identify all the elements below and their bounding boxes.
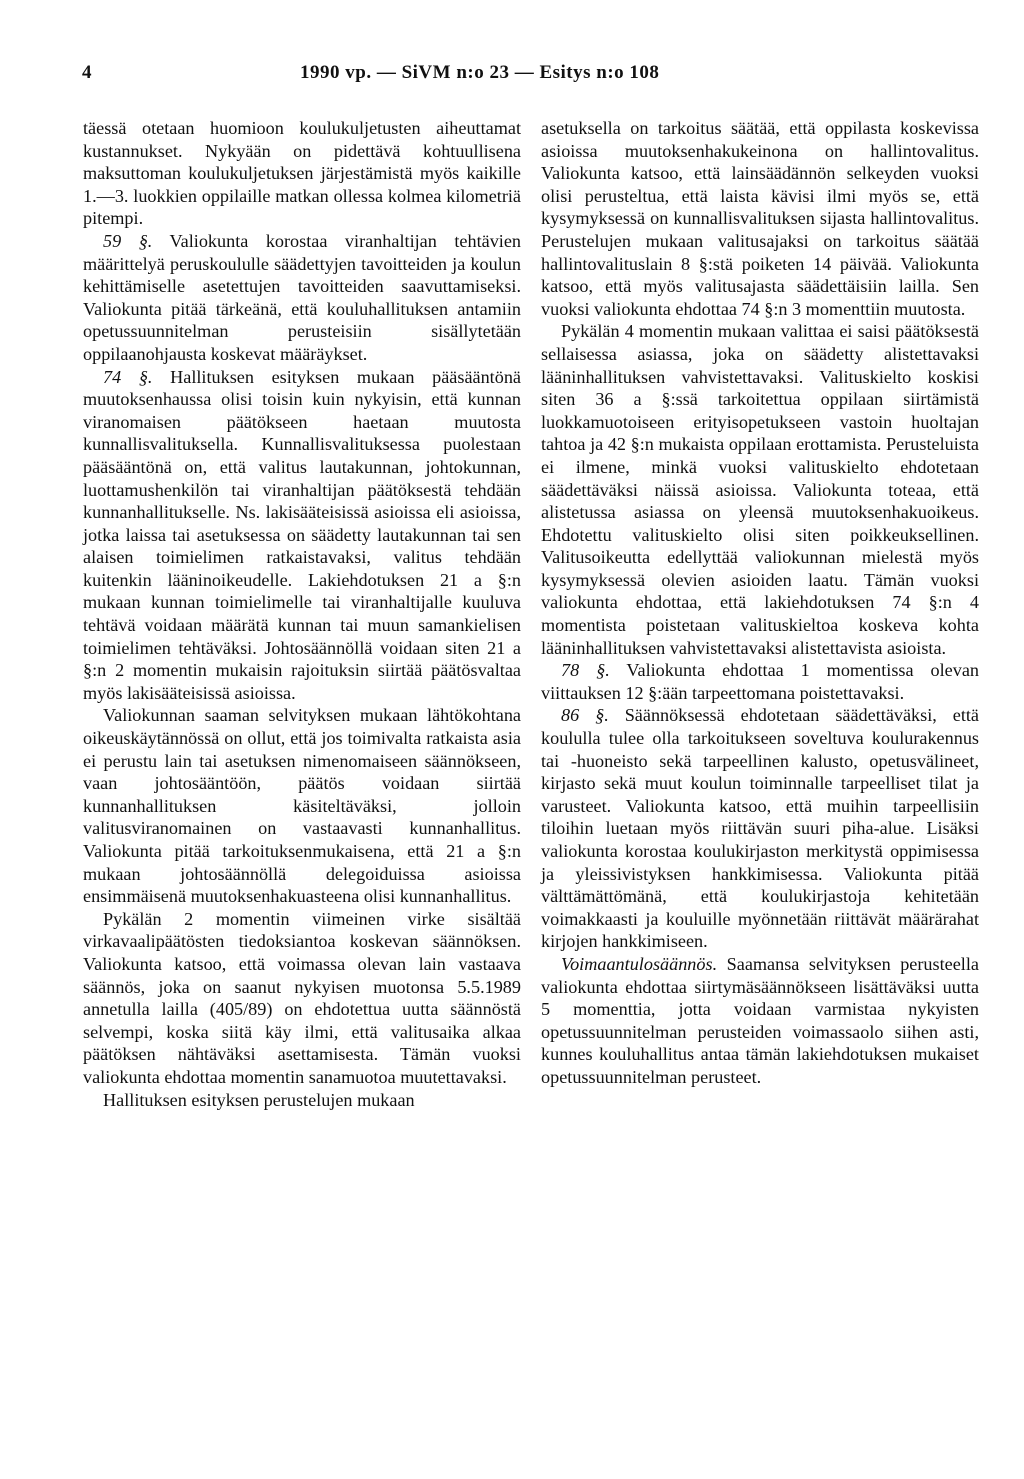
paragraph-text: Hallituksen esityksen mukaan pääsääntönä muutoksenhaussa olisi toisin kuin nykyisin, että kunnan viranomaisen päätökseen haetaan muutosta kunnallisvalituksella. Kunnallisvalituksessa puolestaan pääsääntönä on, että valitus lautakunnan, johtokunnan, luottamushenkilön tai viranhaltijan päätöksestä tehdään kunnanhallitukselle. Ns. lakisääteisissä asioissa eli asioissa, jotka laissa tai asetuksessa on säädetty lautakunnan tai sen alaisen toimielimen ratkaistavaksi, valitus tehdään kuitenkin lääninoikeudelle. Lakiehdotuksen 21 a §:n mukaan kunnan toimielimelle tai viranhaltijalle kuuluva tehtävä voidaan määrätä kunnan tai muun samankielisen toimielimen tehtäväksi. Johtosäännöllä voidaan siten 21 a §:n 2 momentin mukaisin rajoituksin siirtää päätösvaltaa myös lakisääteisissä asioissa.	[83, 366, 521, 703]
paragraph-text: Saamansa selvityksen perusteella valiokunta ehdottaa siirtymäsäännökseen lisättäväksi uutta 5 momenttia, jotta voidaan varmistaa nykyisten opetussuunnitelman perusteiden voimassaolo siihen asti, kunnes kouluhallitus antaa tämän lakiehdotuksen mukaiset opetussuunnitelman perusteet.	[541, 953, 979, 1087]
paragraph-text: Valiokunta ehdottaa 1 momentissa olevan viittauksen 12 §:ään tarpeettomana poistettavaksi.	[541, 660, 979, 703]
paragraph	[83, 908, 521, 1089]
paragraph	[541, 320, 979, 659]
paragraph-text: Valiokunta korostaa viranhaltijan tehtävien määrittelyä peruskoululle säädettyjen tavoitteiden ja koulun kehittämiselle asetettujen tavoitteiden saavuttamiseksi. Valiokunta pitää tärkeänä, että kouluhallituksen antamiin opetussuunnitelman perusteisiin sisällytetään oppilaanohjausta koskevat määräykset.	[83, 230, 522, 364]
right-column	[541, 117, 979, 1089]
paragraph-section-74	[83, 366, 521, 705]
paragraph-text: Pykälän 2 momentin viimeinen virke sisältää virkavaalipäätösten tiedoksiantoa koskevan säännöksen. Valiokunta katsoo, että voimassa olevan lain vastaava säännös, joka on saanut nykyisen muotonsa 5.5.1989 annetulla lailla (405/89) on ehdotettua uutta säännöstä selvempi, koska siitä käy ilmi, että valitusaika alkaa päätöksen nähtäväksi asettamisesta. Tämän vuoksi valiokunta ehdottaa momentin sanamuotoa muutettavaksi.	[83, 908, 521, 1087]
paragraph-text: Säännöksessä ehdotetaan säädettäväksi, että koululla tulee olla tarkoitukseen soveltuva koulurakennus tai -huoneisto sekä tarpeellinen kalusto, opetusvälineet, kirjasto sekä muut koulun toiminnalle tarpeelliset tilat ja varusteet. Valiokunta katsoo, että muihin tarpeellisiin tiloihin luetaan myös riittävän suuri piha-alue. Lisäksi valiokunta korostaa koulukirjaston merkitystä oppimisessa ja yleissivistyksen hankkimisessa. Valiokunta pitää välttämättömänä, että koulukirjastoja kehitetään voimakkaasti ja kouluille myönnetään riittävät määrärahat kirjojen hankkimiseen.	[541, 705, 980, 952]
paragraph-text: Valiokunnan saaman selvityksen mukaan lähtökohtana oikeuskäytännössä on ollut, että jos toimivalta ratkaista asia ei perustu lain tai asetuksen nimenomaiseen säännökseen, vaan johtosääntöön, päätös voidaan siirtää kunnanhallituksen käsiteltäväksi, jolloin valitusviranomainen on vastaavasti kunnanhallitus. Valiokunta pitää tarkoituksenmukaisena, että 21 a §:n mukaan johtosäännöllä delegoiduissa asioissa ensimmäisenä muutoksenhakuasteena olisi kunnanhallitus.	[83, 705, 521, 907]
paragraph-voimaantulo	[541, 953, 979, 1089]
left-column	[83, 117, 521, 1111]
paragraph	[83, 117, 521, 230]
running-header: 1990 vp. — SiVM n:o 23 — Esitys n:o 108	[300, 62, 660, 83]
paragraph-text: Pykälän 4 momentin mukaan valittaa ei saisi päätöksestä sellaisessa asiassa, joka on säädetty alistettavaksi lääninhallituksen vahvistettavaksi. Valituskielto koskisi siten 36 a §:ssä tarkoitettua oppilaan siirtämistä luokkamuotoiseen erityisopetukseen vastoin huoltajan tahtoa ja 42 §:n mukaista oppilaan erottamista. Perusteluista ei ilmene, minkä vuoksi valituskielto ehdotetaan säädettäväksi näissä asioissa. Valiokunta toteaa, että alistetussa asiassa on yleensä muutoksenhakuoikeus. Ehdotettu valituskielto olisi siten poikkeuksellinen. Valitusoikeutta edellyttää valiokunnan mielestä myös kysymyksessä olevien asioiden laatu. Tämän vuoksi valiokunta ehdottaa, että lakiehdotuksen 74 §:n 4 momentista poistetaan valituskieltoa koskeva kohta lääninhallituksen vahvistettavaksi alistettavista asioista.	[541, 321, 979, 658]
section-heading: 59 §.	[103, 230, 153, 251]
paragraph-section-86	[541, 704, 979, 953]
paragraph	[541, 117, 979, 320]
section-heading: 74 §.	[103, 366, 153, 387]
paragraph-section-59	[83, 230, 521, 366]
paragraph-text: asetuksella on tarkoitus säätää, että oppilasta koskevissa asioissa muutoksenhakukeinona on hallintovalitus. Valiokunta katsoo, että lainsäädännön selkeyden vuoksi olisi perusteltua, että laista kävisi ilmi myös se, että kysymyksessä on kunnallisvalituksen sijasta hallintovalitus. Perustelujen mukaan valitusajaksi on tarkoitus säätää hallintovalituslain 8 §:stä poiketen 14 päivää. Valiokunta katsoo, että myös valitusajasta säädettäisiin lailla. Sen vuoksi valiokunta ehdottaa 74 §:n 3 momenttiin muutosta.	[541, 118, 979, 319]
section-heading: 78 §.	[561, 660, 610, 681]
page-number: 4	[82, 62, 92, 83]
paragraph	[83, 704, 521, 907]
section-heading: Voimaantulosäännös.	[561, 953, 718, 974]
paragraph-text: Hallituksen esityksen perustelujen mukaan	[103, 1089, 415, 1110]
section-heading: 86 §.	[561, 705, 609, 726]
paragraph-section-78	[541, 659, 979, 704]
paragraph	[83, 1089, 521, 1112]
paragraph-text: täessä otetaan huomioon koulukuljetusten aiheuttamat kustannukset. Nykyään on pidettävä kohtuullisena maksuttoman koulukuljetuksen järjestämistä myös kaikille 1.—3. luokkien oppilaille matkan ollessa kolmea kilometriä pitempi.	[83, 118, 521, 229]
